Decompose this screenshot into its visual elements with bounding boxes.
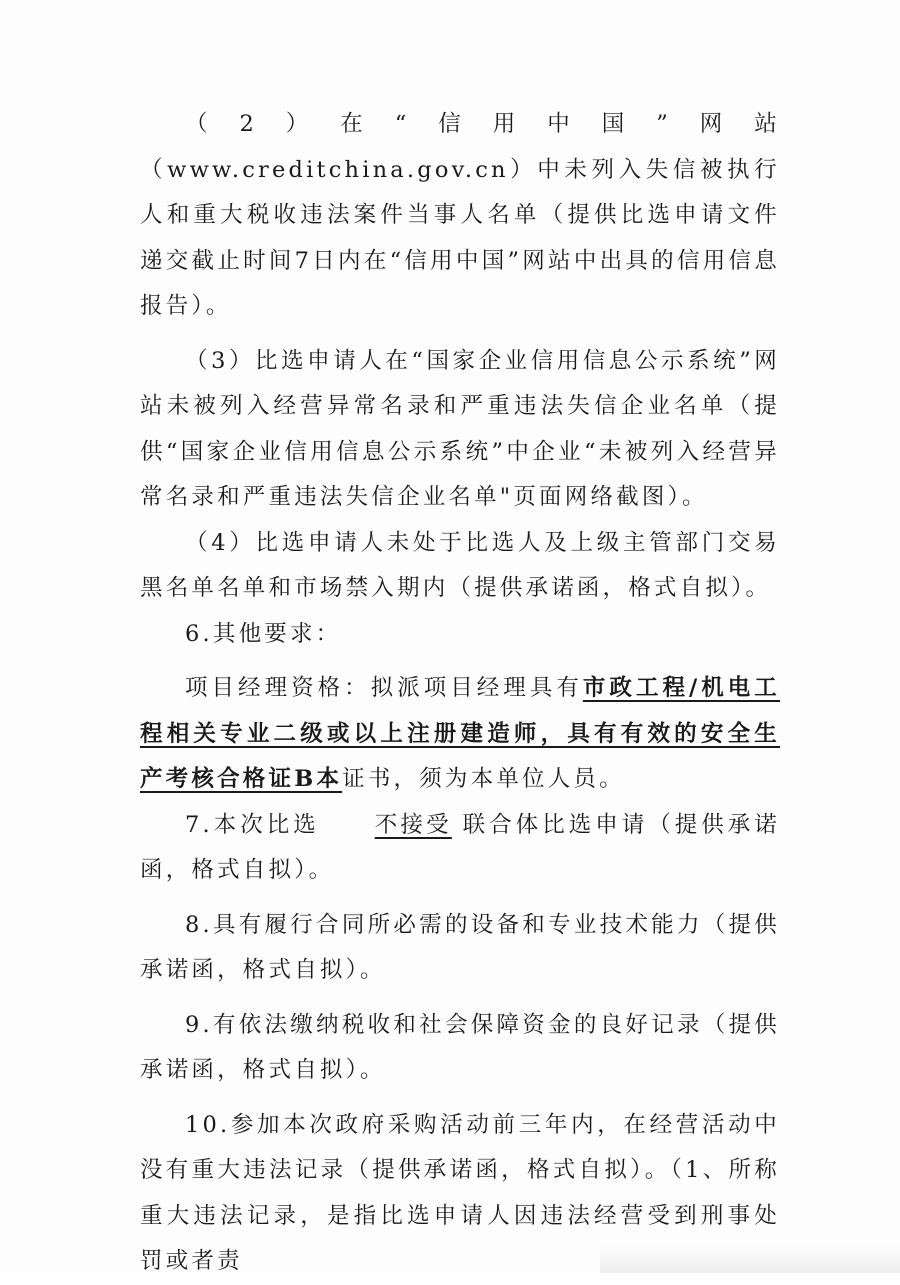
section-heading-other-requirements: 6.其他要求： [185, 620, 342, 647]
paragraph-credit-china: （2）在“信用中国”网站（www.creditchina.gov.cn）中未列入失信被执行人和重大税收违法案件当事人名单（提供比选申请文件递交截止时间7日内在“信用中国”网站中出具的信用信息报告）。 [140, 111, 780, 319]
scan-shadow [600, 1245, 900, 1273]
document-body [140, 102, 780, 1285]
paragraph-equipment-capability: 8.具有履行合同所必需的设备和专业技术能力（提供承诺函，格式自拟）。 [140, 911, 780, 983]
consortium-prefix: 7.本次比选 [185, 811, 320, 838]
qualification-emphasis: 市政工程/机电工程相关专业二级或以上注册建造师，具有有效的安全生产考核合格证B本 [140, 675, 780, 792]
paragraph-enterprise-credit-system: （3）比选申请人在“国家企业信用信息公示系统”网站未被列入经营异常名录和严重违法失信企业名单（提供“国家企业信用信息公示系统”中企业“未被列入经营异常名录和严重违法失信企业名单"页面网络截图）。 [140, 347, 780, 510]
paragraph-blacklist: （4）比选申请人未处于比选人及上级主管部门交易黑名单名单和市场禁入期内（提供承诺函，格式自拟）。 [140, 529, 780, 601]
consortium-fill-in: 不接受 [374, 811, 452, 838]
paragraph-no-major-violations: 10.参加本次政府采购活动前三年内，在经营活动中没有重大违法记录（提供承诺函，格式自拟）。（1、所称重大违法记录，是指比选申请人因违法经营受到刑事处罚或者责 [140, 1111, 780, 1274]
paragraph-tax-social-security: 9.有依法缴纳税收和社会保障资金的良好记录（提供承诺函，格式自拟）。 [140, 1011, 780, 1083]
consortium-suffix: 联合体比选申请（提供承诺函，格式自拟）。 [140, 811, 780, 883]
paragraph-consortium [140, 803, 780, 894]
paragraph-project-manager-qualification [140, 666, 780, 803]
qualification-suffix: 证书，须为本单位人员。 [342, 766, 625, 792]
qualification-prefix: 项目经理资格：拟派项目经理具有 [185, 675, 583, 701]
